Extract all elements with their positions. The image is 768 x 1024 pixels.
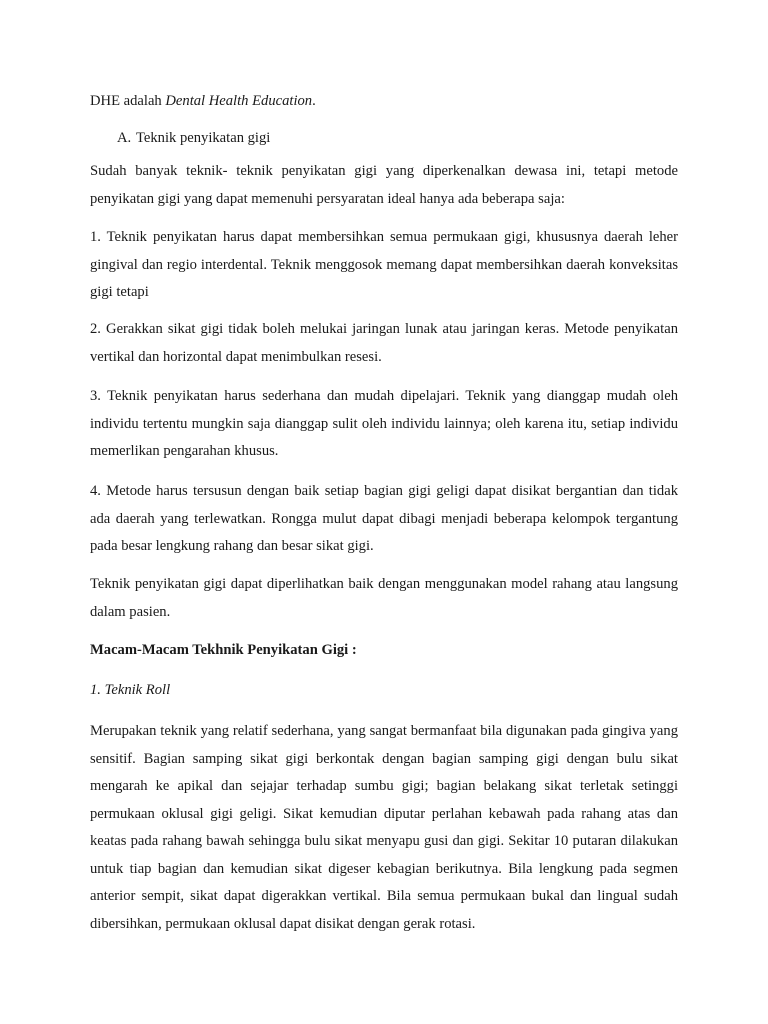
intro-suffix: . bbox=[312, 93, 316, 109]
section-heading bbox=[90, 640, 678, 660]
intro-italic: Dental Health Education bbox=[165, 93, 313, 109]
section-heading-text: Macam-Macam Tekhnik Penyikatan Gigi : bbox=[90, 642, 357, 658]
list-item-a bbox=[117, 128, 270, 148]
paragraph-text: Teknik penyikatan gigi dapat diperlihatkan baik dengan menggunakan model rahang atau langsung dalam pasien. bbox=[90, 576, 678, 620]
paragraph-1 bbox=[90, 158, 678, 213]
intro-line bbox=[90, 91, 678, 111]
intro-prefix: DHE adalah bbox=[90, 93, 166, 109]
paragraph-text: 2. Gerakkan sikat gigi tidak boleh melukai jaringan lunak atau jaringan keras. Metode penyikatan vertikal dan horizontal dapat menimbulkan resesi. bbox=[90, 321, 678, 365]
paragraph-4 bbox=[90, 383, 678, 466]
list-marker: A. bbox=[117, 130, 132, 146]
paragraph-text: Sudah banyak teknik- teknik penyikatan gigi yang diperkenalkan dewasa ini, tetapi metode penyikatan gigi yang dapat memenuhi persyaratan ideal hanya ada beberapa saja: bbox=[90, 163, 678, 207]
paragraph-2 bbox=[90, 224, 678, 307]
paragraph-text: 4. Metode harus tersusun dengan baik setiap bagian gigi geligi dapat disikat bergantian dan tidak ada daerah yang terlewatkan. Rongga mulut dapat dibagi menjadi beberapa kelompok tergantung pada besar lengkung rahang dan besar sikat gigi. bbox=[90, 483, 678, 554]
roll-paragraph bbox=[90, 718, 678, 938]
paragraph-text: 3. Teknik penyikatan harus sederhana dan mudah dipelajari. Teknik yang dianggap mudah oleh individu tertentu mungkin saja dianggap sulit oleh individu lainnya; oleh karena itu, setiap individu memerlikan pengarahan khusus. bbox=[90, 388, 678, 459]
paragraph-6 bbox=[90, 571, 678, 626]
paragraph-text: 1. Teknik penyikatan harus dapat membersihkan semua permukaan gigi, khususnya daerah leher gingival dan regio interdental. Teknik menggosok memang dapat membersihkan daerah konveksitas gigi tetapi bbox=[90, 229, 678, 300]
list-item-text: Teknik penyikatan gigi bbox=[136, 130, 271, 146]
paragraph-3 bbox=[90, 316, 678, 371]
subsection-heading bbox=[90, 680, 678, 700]
paragraph-text: Merupakan teknik yang relatif sederhana, yang sangat bermanfaat bila digunakan pada gingiva yang sensitif. Bagian samping sikat gigi berkontak dengan bagian samping gigi dengan bulu sikat mengarah ke apikal dan sejajar terhadap sumbu gigi; bagian belakang sikat terletak setinggi permukaan oklusal gigi geligi. Sikat kemudian diputar perlahan kebawah pada rahang atas dan keatas pada rahang bawah sehingga bulu sikat menyapu gusi dan gigi. Sekitar 10 putaran dilakukan untuk tiap bagian dan kemudian sikat digeser kebagian berikutnya. Bila lengkung pada segmen anterior sempit, sikat dapat digerakkan vertikal. Bila semua permukaan bukal dan lingual sudah dibersihkan, permukaan oklusal dapat disikat dengan gerak rotasi. bbox=[90, 723, 678, 932]
subsection-heading-text: 1. Teknik Roll bbox=[90, 682, 171, 698]
paragraph-5 bbox=[90, 478, 678, 561]
